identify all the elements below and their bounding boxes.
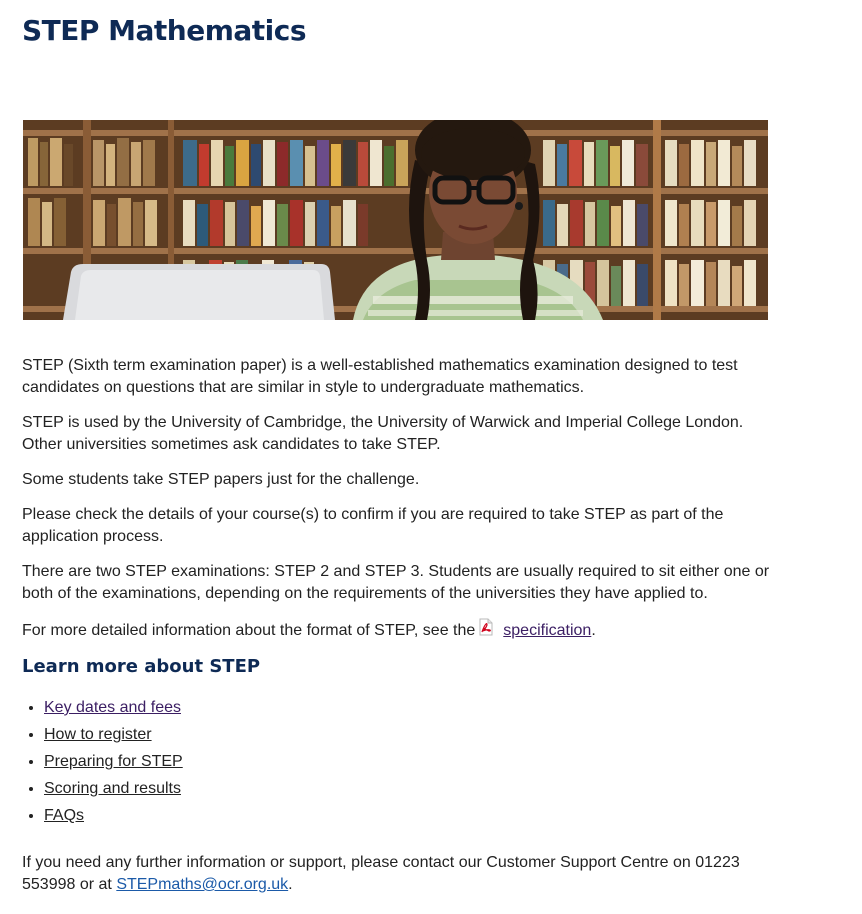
how-to-register-link[interactable]: How to register (44, 726, 152, 743)
support-paragraph (22, 852, 782, 896)
intro-paragraph-5: There are two STEP examinations: STEP 2 and STEP 3. Students are usually required to sit either one or both of the examinations, depending on the requirements of the universities they have applied to. (22, 563, 770, 602)
list-item (44, 721, 782, 748)
page-title: STEP Mathematics (22, 14, 307, 47)
main-content (22, 355, 782, 909)
support-suffix: . (288, 876, 293, 893)
list-item (44, 802, 782, 829)
support-text: If you need any further information or support, please contact our Customer Support Centre on 01223 553998 or at (22, 854, 740, 893)
learn-more-heading: Learn more about STEP (22, 656, 261, 677)
spec-suffix: . (591, 622, 596, 639)
hero-image (23, 120, 768, 320)
intro-paragraph-3: Some students take STEP papers just for the challenge. (22, 471, 420, 488)
list-item (44, 748, 782, 775)
specification-link[interactable]: specification (503, 622, 592, 639)
support-email-link[interactable]: STEPmaths@ocr.org.uk (116, 876, 289, 893)
key-dates-link[interactable]: Key dates and fees (44, 699, 181, 716)
spec-text: For more detailed information about the format of STEP, see the (22, 622, 476, 639)
intro-paragraph-2: STEP is used by the University of Cambridge, the University of Warwick and Imperial College London. Other universities sometimes ask candidates to take STEP. (22, 414, 744, 453)
intro-paragraph-6 (22, 618, 782, 643)
scoring-link[interactable]: Scoring and results (44, 780, 181, 797)
intro-paragraph-4: Please check the details of your course(s) to confirm if you are required to take STEP as part of the application process. (22, 506, 724, 545)
learn-more-list (22, 694, 782, 829)
intro-paragraph-1: STEP (Sixth term examination paper) is a well-established mathematics examination designed to test candidates on questions that are similar in style to undergraduate mathematics. (22, 357, 738, 396)
faqs-link[interactable]: FAQs (44, 807, 85, 824)
list-item (44, 694, 782, 721)
list-item (44, 775, 782, 802)
pdf-icon (478, 618, 494, 643)
preparing-link[interactable]: Preparing for STEP (44, 753, 183, 770)
